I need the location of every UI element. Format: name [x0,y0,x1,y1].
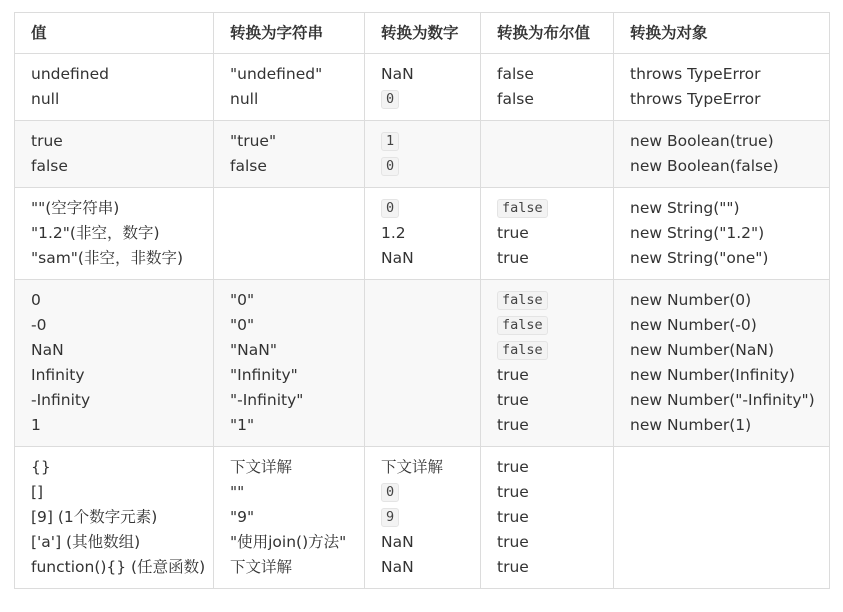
header-row [15,13,830,54]
cell-text: [] [31,483,44,501]
inline-code: 0 [381,90,399,109]
cell-line [630,288,813,313]
cell-text: "1.2"(非空，数字) [31,224,160,242]
inline-code: false [497,341,548,360]
cell-line [31,87,197,112]
cell-line [630,196,813,221]
cell-line [230,555,348,580]
table-row [15,280,830,447]
cell-text: true [497,483,529,501]
cell-line [630,388,813,413]
cell-text: true [497,249,529,267]
cell-text: throws TypeError [630,90,761,108]
cell-line [230,455,348,480]
cell-line [497,246,597,271]
table-cell-to-object [614,447,830,589]
cell-line [31,480,197,505]
cell-text: function(){} (任意函数) [31,558,206,576]
cell-line [381,87,464,112]
cell-line [230,87,348,112]
cell-line [230,129,348,154]
cell-text: [9] (1个数字元素) [31,508,158,526]
cell-line [630,363,813,388]
cell-line [31,246,197,271]
cell-line [230,338,348,363]
cell-line [230,154,348,179]
table-row [15,54,830,121]
cell-line [497,413,597,438]
cell-line [497,555,597,580]
cell-line [31,154,197,179]
cell-line [230,413,348,438]
cell-line [497,221,597,246]
cell-text: null [31,90,60,108]
column-header-to-string: 转换为字符串 [214,13,365,54]
cell-text: true [497,533,529,551]
cell-line [497,62,597,87]
table-cell-to-number [365,280,481,447]
cell-text: new Number(-0) [630,316,757,334]
cell-text: NaN [381,249,414,267]
cell-text: "undefined" [230,65,323,83]
cell-line [230,62,348,87]
table-cell-to-string [214,188,365,280]
inline-code: false [497,316,548,335]
cell-line [630,129,813,154]
cell-text: 1 [31,416,41,434]
cell-line [31,288,197,313]
table-cell-to-object [614,121,830,188]
cell-text: -0 [31,316,47,334]
cell-line [497,505,597,530]
table-cell-value [15,447,214,589]
column-header-value: 值 [15,13,214,54]
table-cell-value [15,280,214,447]
cell-text: new Number(1) [630,416,752,434]
cell-text: new Number(0) [630,291,752,309]
cell-text: undefined [31,65,109,83]
cell-line [31,196,197,221]
table-cell-to-boolean [481,280,614,447]
cell-text: -Infinity [31,391,91,409]
cell-line [381,555,464,580]
cell-line [630,87,813,112]
inline-code: 0 [381,199,399,218]
cell-line [230,530,348,555]
cell-line [31,455,197,480]
table-cell-value [15,121,214,188]
cell-text: new String("one") [630,249,769,267]
cell-text: false [230,157,267,175]
cell-line [31,62,197,87]
cell-text: 0 [31,291,41,309]
inline-code: 0 [381,157,399,176]
cell-text: NaN [381,533,414,551]
cell-text: null [230,90,259,108]
cell-line [630,62,813,87]
cell-line [230,388,348,413]
cell-line [630,413,813,438]
cell-line [497,288,597,313]
table-cell-to-number [365,447,481,589]
cell-text: ""(空字符串) [31,199,120,217]
cell-text: "1" [230,416,255,434]
cell-line [630,338,813,363]
cell-line [230,480,348,505]
cell-text: new String("1.2") [630,224,765,242]
cell-line [497,363,597,388]
cell-text: NaN [381,65,414,83]
cell-text: false [497,90,534,108]
cell-text: "NaN" [230,341,277,359]
table-cell-to-boolean [481,54,614,121]
table-cell-to-number [365,121,481,188]
cell-line [630,154,813,179]
table-cell-to-boolean [481,188,614,280]
cell-line [230,505,348,530]
cell-text: new Number(Infinity) [630,366,795,384]
cell-line [230,313,348,338]
cell-text: true [497,224,529,242]
cell-text: new Boolean(true) [630,132,774,150]
cell-line [381,221,464,246]
cell-text: "使用join()方法" [230,533,347,551]
cell-text: "9" [230,508,255,526]
cell-line [497,388,597,413]
cell-text: "sam"(非空，非数字) [31,249,184,267]
cell-line [31,338,197,363]
cell-text: "true" [230,132,277,150]
cell-line [381,154,464,179]
table-cell-to-boolean [481,447,614,589]
cell-text: 下文详解 [381,458,444,476]
table-row [15,447,830,589]
cell-line [31,413,197,438]
cell-text: "0" [230,291,255,309]
cell-line [31,555,206,580]
conversion-table [14,12,830,589]
column-header-to-object: 转换为对象 [614,13,830,54]
inline-code: 9 [381,508,399,527]
cell-text: true [497,508,529,526]
cell-text: true [497,558,529,576]
cell-line [497,455,597,480]
cell-line [381,196,464,221]
table-cell-value [15,54,214,121]
table-cell-value [15,188,214,280]
cell-text: true [31,132,63,150]
cell-text: {} [31,458,51,476]
cell-text: false [31,157,68,175]
column-header-to-number: 转换为数字 [365,13,481,54]
table-row [15,121,830,188]
table-cell-to-string [214,54,365,121]
cell-line [31,313,197,338]
cell-text: true [497,458,529,476]
cell-text: true [497,366,529,384]
cell-line [497,313,597,338]
cell-line [31,363,197,388]
cell-line [31,221,197,246]
cell-text: new Boolean(false) [630,157,779,175]
cell-line [381,530,464,555]
cell-text: Infinity [31,366,85,384]
cell-text: 1.2 [381,224,406,242]
cell-text: 下文详解 [230,558,293,576]
cell-line [630,221,813,246]
table-cell-to-string [214,121,365,188]
cell-line [31,388,197,413]
table-cell-to-object [614,188,830,280]
cell-text: "-Infinity" [230,391,304,409]
cell-text: true [497,416,529,434]
table-header [15,13,830,54]
cell-line [497,196,597,221]
table-cell-to-object [614,54,830,121]
table-body [15,54,830,589]
cell-line [381,246,464,271]
cell-line [630,246,813,271]
table-cell-to-number [365,188,481,280]
cell-line [497,530,597,555]
cell-line [381,505,464,530]
cell-text: true [497,391,529,409]
cell-text: "" [230,483,245,501]
table-cell-to-boolean [481,121,614,188]
cell-line [230,363,348,388]
column-header-to-boolean: 转换为布尔值 [481,13,614,54]
inline-code: 0 [381,483,399,502]
inline-code: false [497,291,548,310]
table-cell-to-object [614,280,830,447]
cell-line [497,338,597,363]
table-row [15,188,830,280]
cell-line [381,455,464,480]
cell-line [497,87,597,112]
cell-text: throws TypeError [630,65,761,83]
cell-line [381,129,464,154]
cell-line [230,288,348,313]
cell-text: NaN [381,558,414,576]
cell-line [381,62,464,87]
cell-text: false [497,65,534,83]
cell-line [497,480,597,505]
cell-line [31,530,197,555]
cell-text: 下文详解 [230,458,293,476]
cell-line [630,313,813,338]
cell-text: "0" [230,316,255,334]
table-cell-to-string [214,280,365,447]
cell-text: "Infinity" [230,366,298,384]
cell-text: new String("") [630,199,740,217]
cell-text: NaN [31,341,64,359]
cell-text: ['a'] (其他数组) [31,533,141,551]
cell-text: new Number(NaN) [630,341,775,359]
inline-code: 1 [381,132,399,151]
inline-code: false [497,199,548,218]
cell-line [381,480,464,505]
cell-line [31,505,197,530]
cell-line [31,129,197,154]
cell-text: new Number("-Infinity") [630,391,815,409]
table-cell-to-string [214,447,365,589]
table-cell-to-number [365,54,481,121]
